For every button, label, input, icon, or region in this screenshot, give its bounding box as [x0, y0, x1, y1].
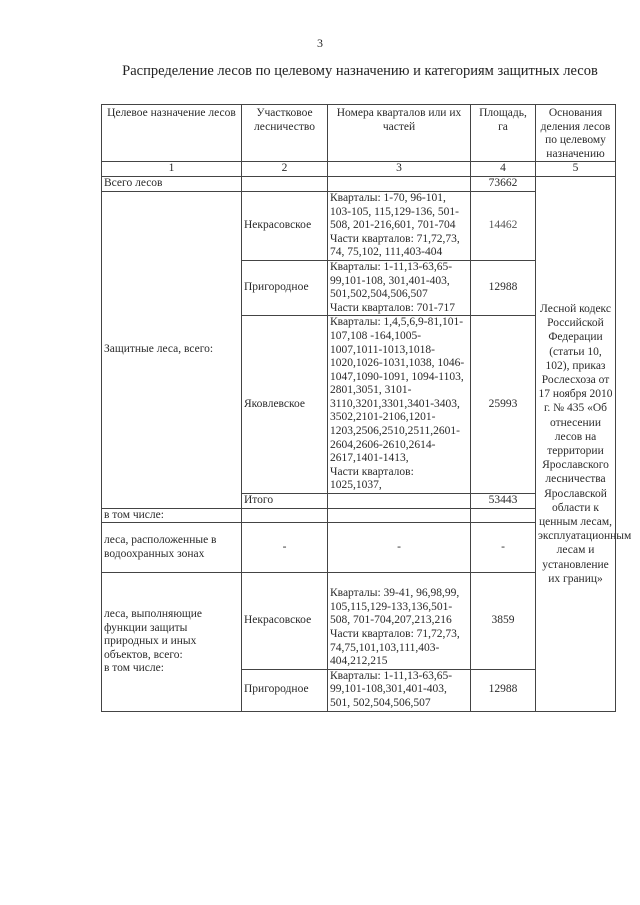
column-number: 2 — [242, 162, 328, 177]
forestry-name: Некрасовское — [242, 191, 328, 260]
forestry-name: Пригородное — [242, 669, 328, 711]
legal-basis: Лесной кодекс Российской Федерации (статьи 10, 102), приказ Рослесхоза от 17 ноября 2010 г. № 435 «Об отнесении лесов на территории Ярославского лесничества Ярославской области к ценным лесам, эксплуатационным лесам и установление их границ» — [536, 177, 616, 711]
quarters-list: Кварталы: 1-11,13-63,65-99,101-108, 301,401-403, 501,502,504,506,507 Части кварталов: 701-717 — [328, 260, 471, 315]
page-title: Распределение лесов по целевому назначению и категориям защитных лесов — [122, 63, 598, 79]
water-zone-area: - — [471, 523, 536, 573]
subtotal-area: 53443 — [471, 494, 536, 509]
header-quarters: Номера кварталов или их частей — [328, 105, 471, 162]
column-number: 3 — [328, 162, 471, 177]
column-number: 4 — [471, 162, 536, 177]
water-zone-forestry: - — [242, 523, 328, 573]
header-basis: Основания деления лесов по целевому назначению — [536, 105, 616, 162]
total-row — [102, 177, 616, 192]
area-value: 25993 — [471, 316, 536, 494]
including-forestry-cell — [242, 508, 328, 523]
forestry-name: Пригородное — [242, 260, 328, 315]
area-value: 14462 — [471, 191, 536, 260]
total-quarters-cell — [328, 177, 471, 192]
forestry-name: Яковлевское — [242, 316, 328, 494]
water-zone-quarters: - — [328, 523, 471, 573]
quarters-list: Кварталы: 1,4,5,6,9-81,101-107,108 -164,1005-1007,1011-1013,1018-1020,1026-1031,1038, 1046-1047,1090-1091, 1094-1103, 2801,3051, 3101-3110,3201,3301,3401-3403, 3502,2101-2106,1201-1203,2506,2510,2511,2601-2604,2606-2610,2614-2617,1401-1413, Части кварталов: 1025,1037, — [328, 316, 471, 494]
subtotal-label: Итого — [242, 494, 328, 509]
table-header-row — [102, 105, 616, 162]
column-number: 1 — [102, 162, 242, 177]
including-label: в том числе: — [102, 508, 242, 523]
protective-functions-label: леса, выполняющие функции защиты природных и иных объектов, всего: в том числе: — [102, 573, 242, 711]
forestry-name: Некрасовское — [242, 573, 328, 670]
header-purpose: Целевое назначение лесов — [102, 105, 242, 162]
protective-forests-label: Защитные леса, всего: — [102, 191, 242, 508]
area-value: 12988 — [471, 669, 536, 711]
total-forestry-cell — [242, 177, 328, 192]
subtotal-quarters-cell — [328, 494, 471, 509]
column-number: 5 — [536, 162, 616, 177]
water-zone-label: леса, расположенные в водоохранных зонах — [102, 523, 242, 573]
area-value: 12988 — [471, 260, 536, 315]
area-value: 3859 — [471, 573, 536, 670]
including-quarters-cell — [328, 508, 471, 523]
quarters-list: Кварталы: 1-70, 96-101, 103-105, 115,129-136, 501-508, 201-216,601, 701-704 Части кварталов: 71,72,73, 74, 75,102, 111,403-404 — [328, 191, 471, 260]
quarters-list: Кварталы: 1-11,13-63,65-99,101-108,301,401-403, 501, 502,504,506,507 — [328, 669, 471, 711]
forest-distribution-table — [101, 104, 632, 712]
total-label: Всего лесов — [102, 177, 242, 192]
quarters-list: Кварталы: 39-41, 96,98,99, 105,115,129-133,136,501-508, 701-704,207,213,216 Части кварталов: 71,72,73, 74,75,101,103,111,403-404,212,215 — [328, 573, 471, 670]
page-number: 3 — [317, 36, 323, 50]
including-area-cell — [471, 508, 536, 523]
header-area: Площадь, га — [471, 105, 536, 162]
header-forestry: Участковое лесничество — [242, 105, 328, 162]
column-number-row — [102, 162, 616, 177]
total-area: 73662 — [471, 177, 536, 192]
